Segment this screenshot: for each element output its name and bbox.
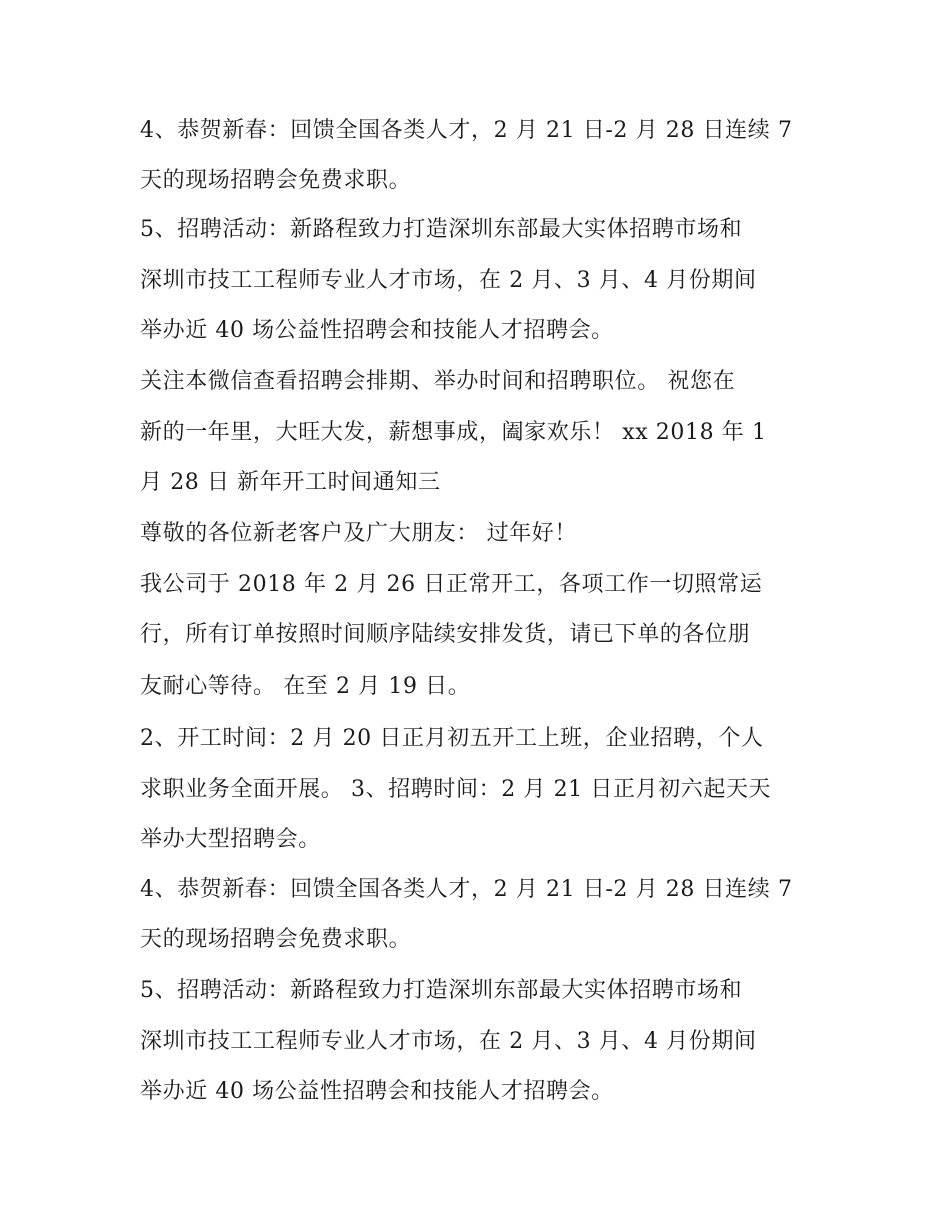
text-line: 2、开工时间：2 月 20 日正月初五开工上班，企业招聘，个人: [140, 726, 764, 751]
text-line: 天的现场招聘会免费求职。: [140, 168, 412, 193]
text-line: 举办近 40 场公益性招聘会和技能人才招聘会。: [140, 318, 614, 343]
text-line: 举办大型招聘会。: [140, 827, 321, 852]
text-line: 4、恭贺新春：回馈全国各类人才，2 月 21 日-2 月 28 日连续 7: [140, 118, 793, 143]
text-line: 友耐心等待。 在至 2 月 19 日。: [140, 674, 471, 699]
text-line: 5、招聘活动：新路程致力打造深圳东部最大实体招聘市场和: [140, 217, 743, 242]
text-line: 天的现场招聘会免费求职。: [140, 927, 412, 952]
text-line: 求职业务全面开展。 3、招聘时间：2 月 21 日正月初六起天天: [140, 777, 772, 802]
text-line: 尊敬的各位新老客户及广大朋友： 过年好！: [140, 521, 577, 546]
text-line: 5、招聘活动：新路程致力打造深圳东部最大实体招聘市场和: [140, 978, 743, 1003]
text-line: 新的一年里，大旺大发，薪想事成，阖家欢乐！ xx 2018 年 1: [140, 420, 767, 445]
text-line: 我公司于 2018 年 2 月 26 日正常开工，各项工作一切照常运: [140, 572, 763, 597]
text-line: 举办近 40 场公益性招聘会和技能人才招聘会。: [140, 1079, 614, 1104]
text-line: 深圳市技工工程师专业人才市场，在 2 月、3 月、4 月份期间: [140, 268, 757, 293]
text-line: 行，所有订单按照时间顺序陆续安排发货，请已下单的各位朋: [140, 622, 751, 647]
text-line: 关注本微信查看招聘会排期、举办时间和招聘职位。 祝您在: [140, 369, 736, 394]
text-line: 4、恭贺新春：回馈全国各类人才，2 月 21 日-2 月 28 日连续 7: [140, 877, 793, 902]
text-line: 深圳市技工工程师专业人才市场，在 2 月、3 月、4 月份期间: [140, 1029, 757, 1054]
text-line: 月 28 日 新年开工时间通知三: [140, 470, 441, 495]
